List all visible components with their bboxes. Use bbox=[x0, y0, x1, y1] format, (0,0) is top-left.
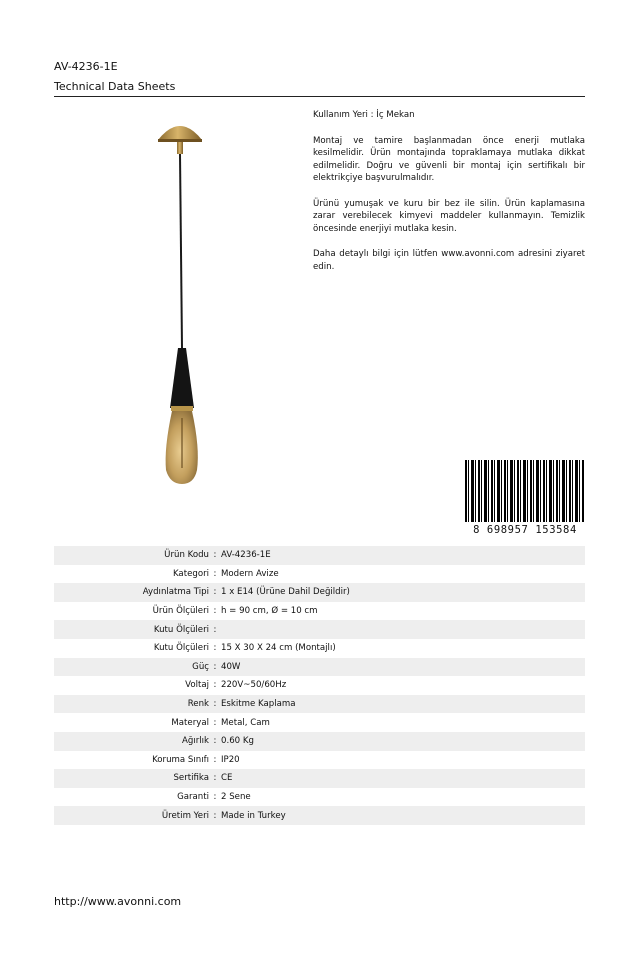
spec-separator: : bbox=[213, 587, 217, 598]
barcode-bars bbox=[465, 460, 585, 522]
spec-separator: : bbox=[213, 754, 217, 765]
spec-separator: : bbox=[213, 699, 217, 710]
barcode bbox=[465, 460, 585, 538]
spec-value: 1 x E14 (Ürüne Dahil Değildir) bbox=[221, 587, 350, 598]
spec-separator: : bbox=[213, 680, 217, 691]
spec-key: Sertifika bbox=[173, 773, 209, 784]
spec-key: Aydınlatma Tipi bbox=[142, 587, 209, 598]
spec-table bbox=[54, 546, 585, 825]
usage-paragraph: Daha detaylı bilgi için lütfen www.avonni.com adresini ziyaret edin. bbox=[313, 249, 585, 272]
product-image bbox=[150, 118, 210, 498]
spec-key: Kutu Ölçüleri bbox=[153, 643, 209, 654]
spec-separator: : bbox=[213, 550, 217, 561]
spec-row bbox=[54, 565, 585, 584]
spec-row bbox=[54, 788, 585, 807]
spec-value: IP20 bbox=[221, 754, 240, 765]
usage-paragraph: Montaj ve tamire başlanmadan önce enerji mutlaka kesilmelidir. Ürün montajında topraklamaya mutlaka dikkat edilmelidir. Doğru ve güvenli bir montaj için sertifikalı bir elektrikçiye başvurulmalıdır. bbox=[313, 135, 585, 183]
spec-value: Eskitme Kaplama bbox=[221, 699, 296, 710]
spec-key: Garanti bbox=[177, 792, 209, 803]
spec-key: Ürün Ölçüleri bbox=[152, 606, 209, 617]
spec-key: Ürün Kodu bbox=[164, 550, 209, 561]
spec-row bbox=[54, 583, 585, 602]
spec-row bbox=[54, 602, 585, 621]
usage-paragraph: Ürünü yumuşak ve kuru bir bez ile silin. Ürün kaplamasına zarar verebilecek kimyevi maddeler kullanmayın. Temizlik öncesinde enerjiyi mutlaka kesin. bbox=[313, 198, 585, 234]
product-code-header: AV-4236-1E bbox=[54, 60, 118, 73]
spec-key: Kutu Ölçüleri bbox=[153, 624, 209, 635]
spec-separator: : bbox=[213, 736, 217, 747]
spec-row bbox=[54, 732, 585, 751]
spec-separator: : bbox=[213, 606, 217, 617]
spec-row bbox=[54, 713, 585, 732]
spec-value: Modern Avize bbox=[221, 568, 279, 579]
spec-key: Güç bbox=[192, 661, 209, 672]
barcode-digits: 8 698957 153584 bbox=[465, 522, 585, 538]
header-divider bbox=[54, 96, 585, 97]
usage-location: Kullanım Yeri : İç Mekan bbox=[313, 110, 415, 120]
spec-separator: : bbox=[213, 810, 217, 821]
spec-row bbox=[54, 806, 585, 825]
spec-separator: : bbox=[213, 643, 217, 654]
spec-separator: : bbox=[213, 717, 217, 728]
spec-value: Made in Turkey bbox=[221, 810, 286, 821]
spec-value: 220V~50/60Hz bbox=[221, 680, 287, 691]
spec-separator: : bbox=[213, 624, 217, 635]
spec-value: 0.60 Kg bbox=[221, 736, 254, 747]
spec-row bbox=[54, 658, 585, 677]
spec-row bbox=[54, 769, 585, 788]
spec-value: CE bbox=[221, 773, 233, 784]
spec-value: AV-4236-1E bbox=[221, 550, 271, 561]
spec-value: Metal, Cam bbox=[221, 717, 270, 728]
spec-key: Üretim Yeri bbox=[161, 810, 209, 821]
spec-separator: : bbox=[213, 568, 217, 579]
spec-separator: : bbox=[213, 773, 217, 784]
spec-row bbox=[54, 639, 585, 658]
document-title: Technical Data Sheets bbox=[54, 80, 176, 93]
spec-row bbox=[54, 546, 585, 565]
spec-row bbox=[54, 751, 585, 770]
spec-value: 2 Sene bbox=[221, 792, 251, 803]
spec-value: 15 X 30 X 24 cm (Montajlı) bbox=[221, 643, 336, 654]
spec-key: Materyal bbox=[171, 717, 209, 728]
spec-separator: : bbox=[213, 792, 217, 803]
footer-website-link[interactable]: http://www.avonni.com bbox=[54, 895, 182, 908]
spec-key: Kategori bbox=[172, 568, 209, 579]
spec-key: Ağırlık bbox=[181, 736, 209, 747]
spec-key: Voltaj bbox=[185, 680, 209, 691]
spec-value: h = 90 cm, Ø = 10 cm bbox=[221, 606, 318, 617]
spec-row bbox=[54, 695, 585, 714]
usage-instructions bbox=[313, 109, 585, 286]
spec-row bbox=[54, 676, 585, 695]
spec-key: Koruma Sınıfı bbox=[152, 754, 209, 765]
spec-value: 40W bbox=[221, 661, 241, 672]
spec-separator: : bbox=[213, 661, 217, 672]
spec-row bbox=[54, 620, 585, 639]
spec-key: Renk bbox=[187, 699, 209, 710]
